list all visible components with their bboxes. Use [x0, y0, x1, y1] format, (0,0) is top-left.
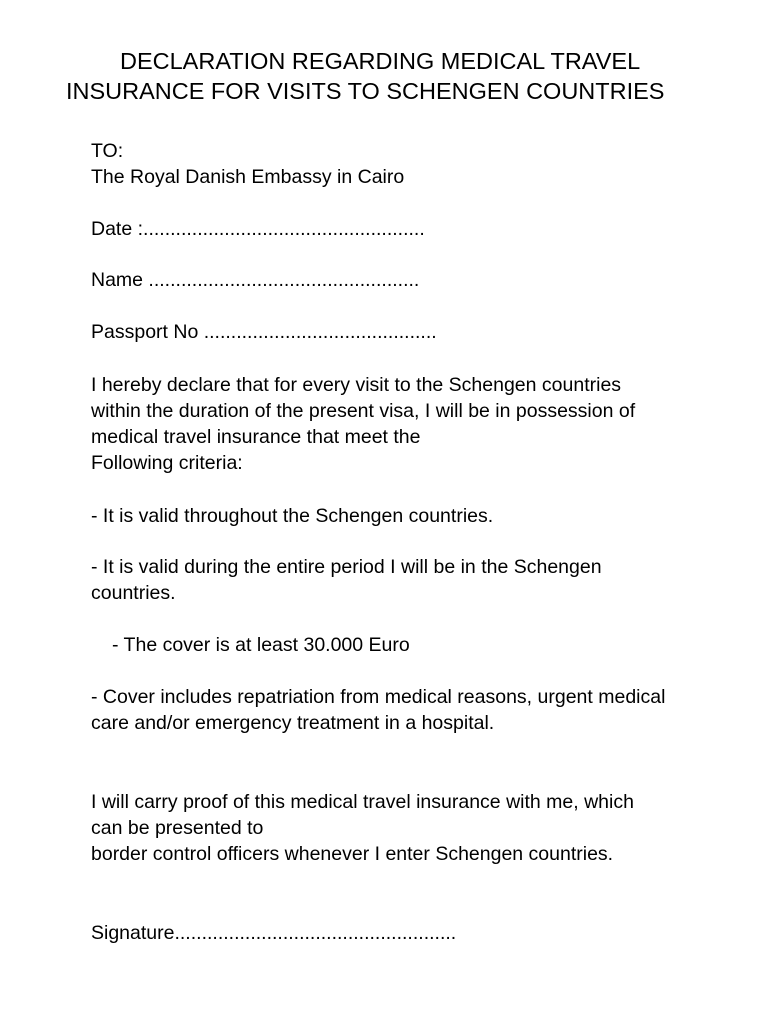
to-label: TO:: [91, 140, 124, 162]
declaration-line-3: medical travel insurance that meet the: [91, 426, 421, 448]
title-line-2: INSURANCE FOR VISITS TO SCHENGEN COUNTRIES: [66, 78, 665, 104]
criteria-item-4-line-2: care and/or emergency treatment in a hospital.: [91, 712, 495, 734]
declaration-line-2: within the duration of the present visa, I will be in possession of: [91, 400, 636, 422]
signature-field: Signature....................................................: [91, 922, 457, 944]
criteria-item-3: - The cover is at least 30.000 Euro: [112, 634, 410, 656]
criteria-item-2-line-2: countries.: [91, 582, 176, 604]
passport-field: Passport No ...........................................: [91, 321, 437, 343]
proof-line-2: can be presented to: [91, 817, 264, 839]
addressee: The Royal Danish Embassy in Cairo: [91, 166, 405, 188]
proof-line-1: I will carry proof of this medical travel insurance with me, which: [91, 791, 634, 813]
criteria-item-1: - It is valid throughout the Schengen countries.: [91, 505, 494, 527]
declaration-line-1: I hereby declare that for every visit to the Schengen countries: [91, 374, 622, 396]
criteria-item-4-line-1: - Cover includes repatriation from medical reasons, urgent medical: [91, 686, 666, 708]
date-field: Date :....................................................: [91, 218, 425, 240]
criteria-item-2-line-1: - It is valid during the entire period I will be in the Schengen: [91, 556, 602, 578]
name-field: Name ..................................................: [91, 269, 420, 291]
declaration-line-4: Following criteria:: [91, 452, 243, 474]
document-title: [0, 46, 770, 106]
title-line-1: DECLARATION REGARDING MEDICAL TRAVEL: [120, 48, 641, 74]
proof-line-3: border control officers whenever I enter Schengen countries.: [91, 843, 614, 865]
